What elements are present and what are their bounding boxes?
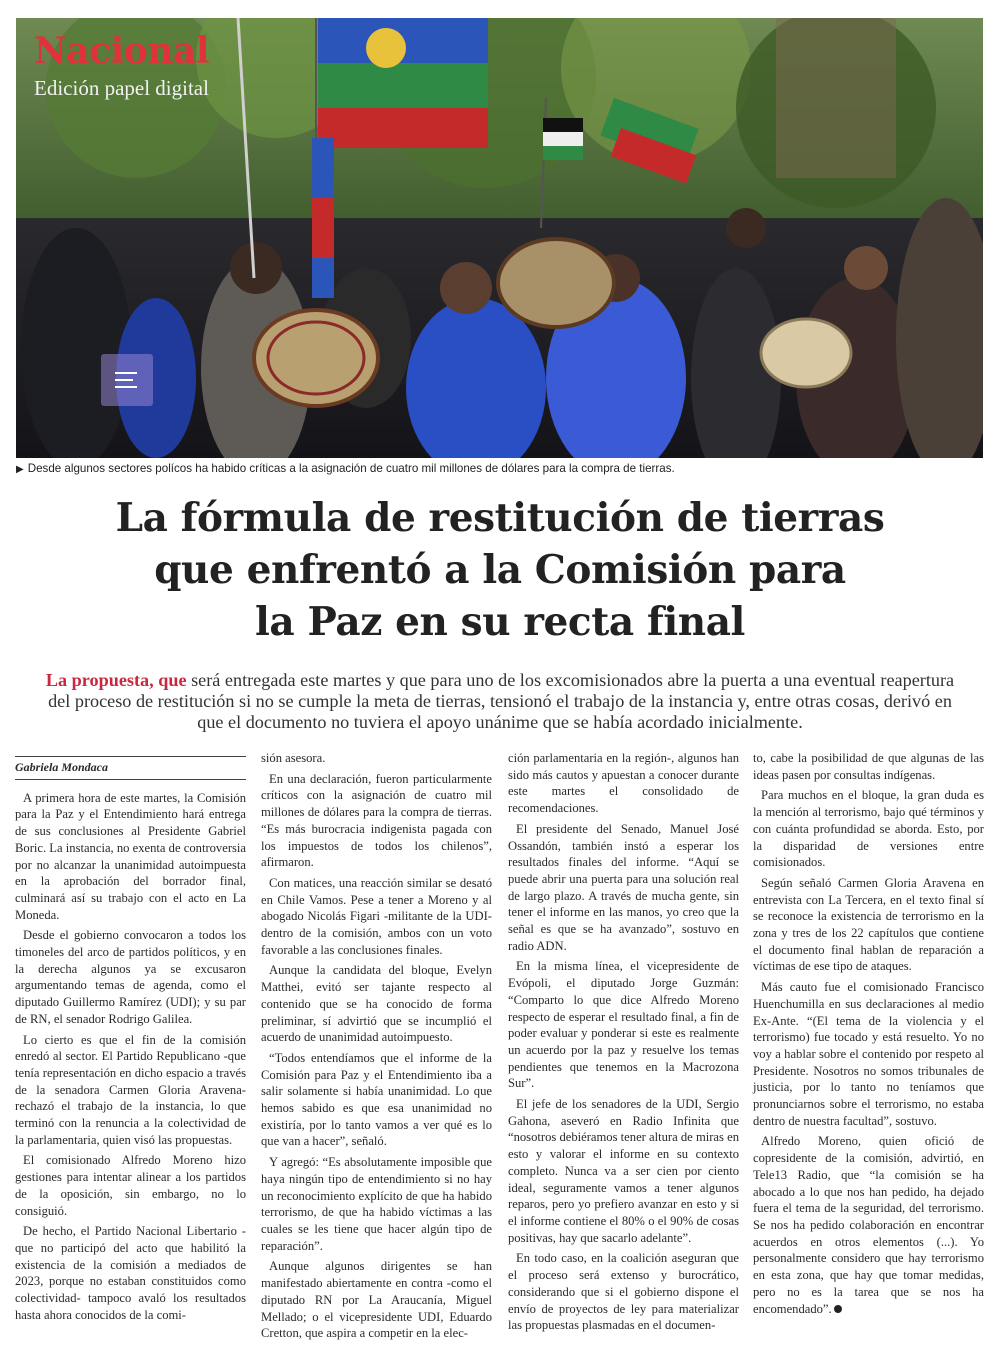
body-column-1 (15, 750, 246, 1328)
paragraph: Aunque la candidata del bloque, Evelyn Matthei, evitó ser tajante respecto al contenido que se ha conocido de forma preliminar, sí advirtió que se incumplió el acuerdo de unanimidad autoimpuesto. (261, 963, 492, 1045)
paragraph: De hecho, el Partido Nacional Libertario -que no participó del acto que habilitó la existencia de la comisión a mediados de 2023, porque no estaban constituidos como colectividad- tampoco avaló los resultados hasta ahora conocidos de la comi- (15, 1224, 246, 1322)
paragraph-text: Alfredo Moreno, quien ofició de copresidente de la comisión, advirtió, en Tele13 Radio, que “la comisión se ha abocado a lo que nos han pedido, ha dejado fuera el tema de la seguridad, del terrorismo. Se nos ha pedido colaboración en encontrar acuerdos en otros elementos (...). Yo personalmente considero que hay terrorismo en esta zona, que hay que tomar medidas, pero no es la tarea que se nos ha encomendado”. (753, 1134, 984, 1316)
paragraph: En todo caso, en la coalición aseguran que el proceso será extenso y burocrático, considerando que si el gobierno dispone el envío de proyectos de ley para materializar las propuestas plasmadas en el documen- (508, 1251, 739, 1333)
menu-button[interactable] (101, 354, 153, 406)
menu-icon-line (115, 372, 137, 374)
article-headline (40, 492, 960, 648)
paragraph: Con matices, una reacción similar se desató en Chile Vamos. Pese a tener a Moreno y al abogado Nicolás Figari -militante de la UDI- dentro de la comisión, ambos con un voto favorable a las conclusiones finales. (261, 875, 492, 957)
paragraph (753, 1133, 984, 1317)
headline-line: la Paz en su recta final (255, 599, 745, 645)
paragraph: El presidente del Senado, Manuel José Ossandón, también instó a esperar los resultados finales del informe. “Aquí se puede abrir una puerta para una solución real de largo plazo. A través de mucha gente, sin tener el informe en las manos, yo creo que la señal es que se ha avanzado”, sostuvo en radio ADN. (508, 821, 739, 953)
paragraph: El comisionado Alfredo Moreno hizo gestiones para intentar alinear a los partidos de la oposición, sin embargo, no lo consiguió. (15, 1153, 246, 1218)
paragraph: Y agregó: “Es absolutamente imposible que haya ningún tipo de entendimiento si no hay un reconocimiento explícito de que ha habido terrorismo, de que ha habido víctimas a las cuales se les tiene que hacer algún tipo de reparación”. (261, 1155, 492, 1253)
paragraph: Para muchos en el bloque, la gran duda es la mención al terrorismo, bajo qué términos y con cuánta profundidad se aborda. Esto, por la disparidad de versiones entre comisionados. (753, 788, 984, 870)
edition-label: Edición papel digital (34, 76, 209, 100)
paragraph: sión asesora. (261, 751, 326, 765)
paragraph: En una declaración, fueron particularmente críticos con la asignación de cuatro mil millones de dólares para la compra de tierras. “Es más burocracia indigenista pagada con los impuestos de todos los chilenos”, afirmaron. (261, 771, 492, 870)
paragraph: En la misma línea, el vicepresidente de Evópoli, el diputado Jorge Guzmán: “Comparto lo que dice Alfredo Moreno respecto de esperar el resultado final, a fin de poder evaluar y ponderar si este es realmente un acuerdo por la paz y resuelve los temas pendientes que tenemos en la Macrozona Sur”. (508, 959, 739, 1091)
deck-text: será entregada este martes y que para uno de los excomisionados abre la puerta a una eventual reapertura del proceso de restitución si no se cumple la meta de tierras, tensionó el trabajo de la instancia y, entre otras cosas, derivó en que el documento no tuviera el apoyo unánime que se había acordado inicialmente. (48, 670, 955, 732)
headline-line: que enfrentó a la Comisión para (154, 547, 846, 593)
lead-photo (16, 18, 983, 458)
article-deck (40, 670, 960, 733)
photo-caption (16, 462, 983, 475)
menu-icon-line (115, 379, 133, 381)
paragraph: A primera hora de este martes, la Comisión para la Paz y el Entendimiento hará entrega de sus conclusiones al Presidente Gabriel Boric. La instancia, no exenta de controversia por no alcanzar la unanimidad autoimpuesta en la aprobación del borrador final, culminará así su trabajo con el acto en La Moneda. (15, 790, 246, 922)
paragraph: ción parlamentaria en la región-, algunos han sido más cautos y apuestan a conocer durante este martes el consolidado de recomendaciones. (508, 751, 739, 816)
menu-icon-line (115, 386, 137, 388)
body-column-3 (508, 750, 739, 1338)
paragraph: Más cauto fue el comisionado Francisco Huenchumilla en sus declaraciones al medio Ex-Ante. “(El tema de la violencia y el terrorismo) fue tocado y está resuelto. Yo no voy a hablar sobre el contenido por respeto al Presidente. Nosotros no somos tribunales de justicia, por lo tanto no teníamos que pronunciarnos sobre el terrorismo, no estaba dentro de nuestra facultad”, sostuvo. (753, 980, 984, 1128)
caption-marker-icon: ▶ (16, 464, 24, 475)
headline-line: La fórmula de restitución de tierras (115, 495, 885, 541)
byline: Gabriela Mondaca (15, 756, 246, 780)
body-column-4 (753, 750, 984, 1321)
paragraph: Aunque algunos dirigentes se han manifestado abiertamente en contra -como el diputado RN por La Araucanía, Miguel Mellado; o el vicepresidente UDI, Eduardo Cretton, que aspira a competir en la elec- (261, 1259, 492, 1341)
paragraph: Lo cierto es que el fin de la comisión enredó al sector. El Partido Republicano -que tenía representación en dicho espacio a través de la senadora Carmen Gloria Aravena- rechazó el trabajo de la instancia, lo que terminó con la renuncia a la colectividad de la parlamentaria, quien visó las propuestas. (15, 1032, 246, 1147)
paragraph: to, cabe la posibilidad de que algunas de las ideas pasen por consultas indígenas. (753, 751, 984, 782)
paragraph: Según señaló Carmen Gloria Aravena en entrevista con La Tercera, en el texto final sí se reconoce la existencia de terrorismo en la zona y tres de los 22 capítulos que contiene el documento final hablan de reparación a víctimas de ese tipo de ataques. (753, 875, 984, 974)
section-title[interactable]: Nacional (34, 30, 210, 72)
paragraph: “Todos entendíamos que el informe de la Comisión para Paz y el Entendimiento iba a salir solamente si había unanimidad. Lo que hemos sabido es que esa unanimidad no existiría, por lo tanto vamos a ver qué es lo que van a hacer”, señaló. (261, 1050, 492, 1149)
deck-lead: La propuesta, que (45, 670, 187, 690)
paragraph: Desde el gobierno convocaron a todos los timoneles del arco de partidos políticos, y en la derecha algunos ya se excusaron argumentando temas de agenda, como el diputado Guillermo Ramírez (UDI); y su par de RN, el senador Rodrigo Galilea. (15, 928, 246, 1026)
paragraph: El jefe de los senadores de la UDI, Sergio Gahona, aseveró en Radio Infinita que “nosotros debiéramos tener altura de miras en esto y valorar el informe en su contexto completo. Nunca va a ser cien por ciento ideal, seguramente vamos a tener algunos reparos, pero yo prefiero avanzar en esto y si el informe contiene el 80% o el 90% de cosas positivas, hay que sacarlo adelante”. (508, 1097, 739, 1245)
body-column-2 (261, 750, 492, 1346)
caption-text: Desde algunos sectores polícos ha habido críticas a la asignación de cuatro mil millones de dólares para la compra de tierras. (27, 462, 675, 475)
